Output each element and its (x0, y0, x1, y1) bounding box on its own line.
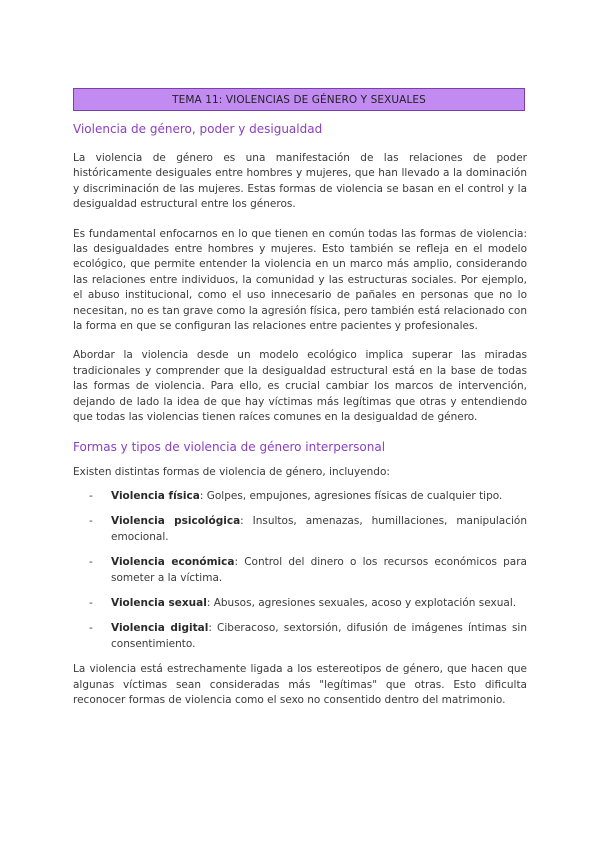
dash-bullet: - (89, 515, 93, 528)
page-title: TEMA 11: VIOLENCIAS DE GÉNERO Y SEXUALES (73, 88, 525, 111)
list-item-term: Violencia física (111, 489, 200, 502)
list-item-desc: : Insultos, amenazas, humillaciones, manipulación emocional. (111, 515, 527, 543)
list-item-term: Violencia psicológica (111, 515, 241, 528)
dash-bullet: - (89, 596, 93, 609)
list-item-term: Violencia sexual (111, 596, 207, 609)
list-item-desc: : Golpes, empujones, agresiones físicas de cualquier tipo. (199, 489, 503, 502)
list-item-desc: : Abusos, agresiones sexuales, acoso y explotación sexual. (206, 596, 517, 609)
list-item-term: Violencia económica (111, 556, 235, 569)
dash-bullet: - (89, 556, 93, 569)
paragraph: Abordar la violencia desde un modelo ecológico implica superar las miradas tradicionales y comprender que la desigualdad estructural está en la base de todas las formas de violencia. Para ello, es crucial cambiar los marcos de intervención, dejando de lado la idea de que hay víctimas más legítimas que otras y entendiendo que todas las violencias tienen raíces comunes en la desigualdad de género. (73, 349, 527, 424)
list-item (73, 596, 527, 611)
list-item-desc: : Ciberacoso, sextorsión, difusión de imágenes íntimas sin consentimiento. (111, 622, 527, 650)
list-intro: Existen distintas formas de violencia de género, incluyendo: (73, 465, 390, 478)
list-item (73, 621, 527, 652)
list-item (73, 489, 527, 504)
document-body (73, 122, 527, 708)
section-heading-1: Violencia de género, poder y desigualdad (73, 122, 323, 136)
paragraph: La violencia de género es una manifestación de las relaciones de poder históricamente desiguales entre hombres y mujeres, que han llevado a la dominación y discriminación de las mujeres. Estas formas de violencia se basan en el control y la desigualdad estructural entre los géneros. (73, 152, 527, 211)
dash-bullet: - (89, 622, 93, 635)
dash-bullet: - (89, 489, 93, 502)
list-item-term: Violencia digital (111, 622, 209, 635)
list-item (73, 514, 527, 545)
list-item (73, 555, 527, 586)
violence-types-list (73, 489, 527, 652)
closing-paragraph: La violencia está estrechamente ligada a los estereotipos de género, que hacen que algunas víctimas sean consideradas más "legítimas" que otras. Esto dificulta reconocer formas de violencia como el sexo no consentido dentro del matrimonio. (73, 663, 527, 706)
section-heading-2: Formas y tipos de violencia de género interpersonal (73, 439, 386, 454)
paragraph: Es fundamental enfocarnos en lo que tienen en común todas las formas de violencia: las desigualdades entre hombres y mujeres. Esto también se refleja en el modelo ecológico, que permite entender la violencia en un marco más amplio, considerando las relaciones entre individuos, la comunidad y las estructuras sociales. Por ejemplo, el abuso institucional, como el uso innecesario de pañales en personas que no lo necesitan, no es tan grave como la agresión física, pero también está relacionado con la forma en que se configuran las relaciones entre pacientes y profesionales. (73, 227, 527, 333)
list-item-desc: : Control del dinero o los recursos económicos para someter a la víctima. (111, 556, 527, 584)
